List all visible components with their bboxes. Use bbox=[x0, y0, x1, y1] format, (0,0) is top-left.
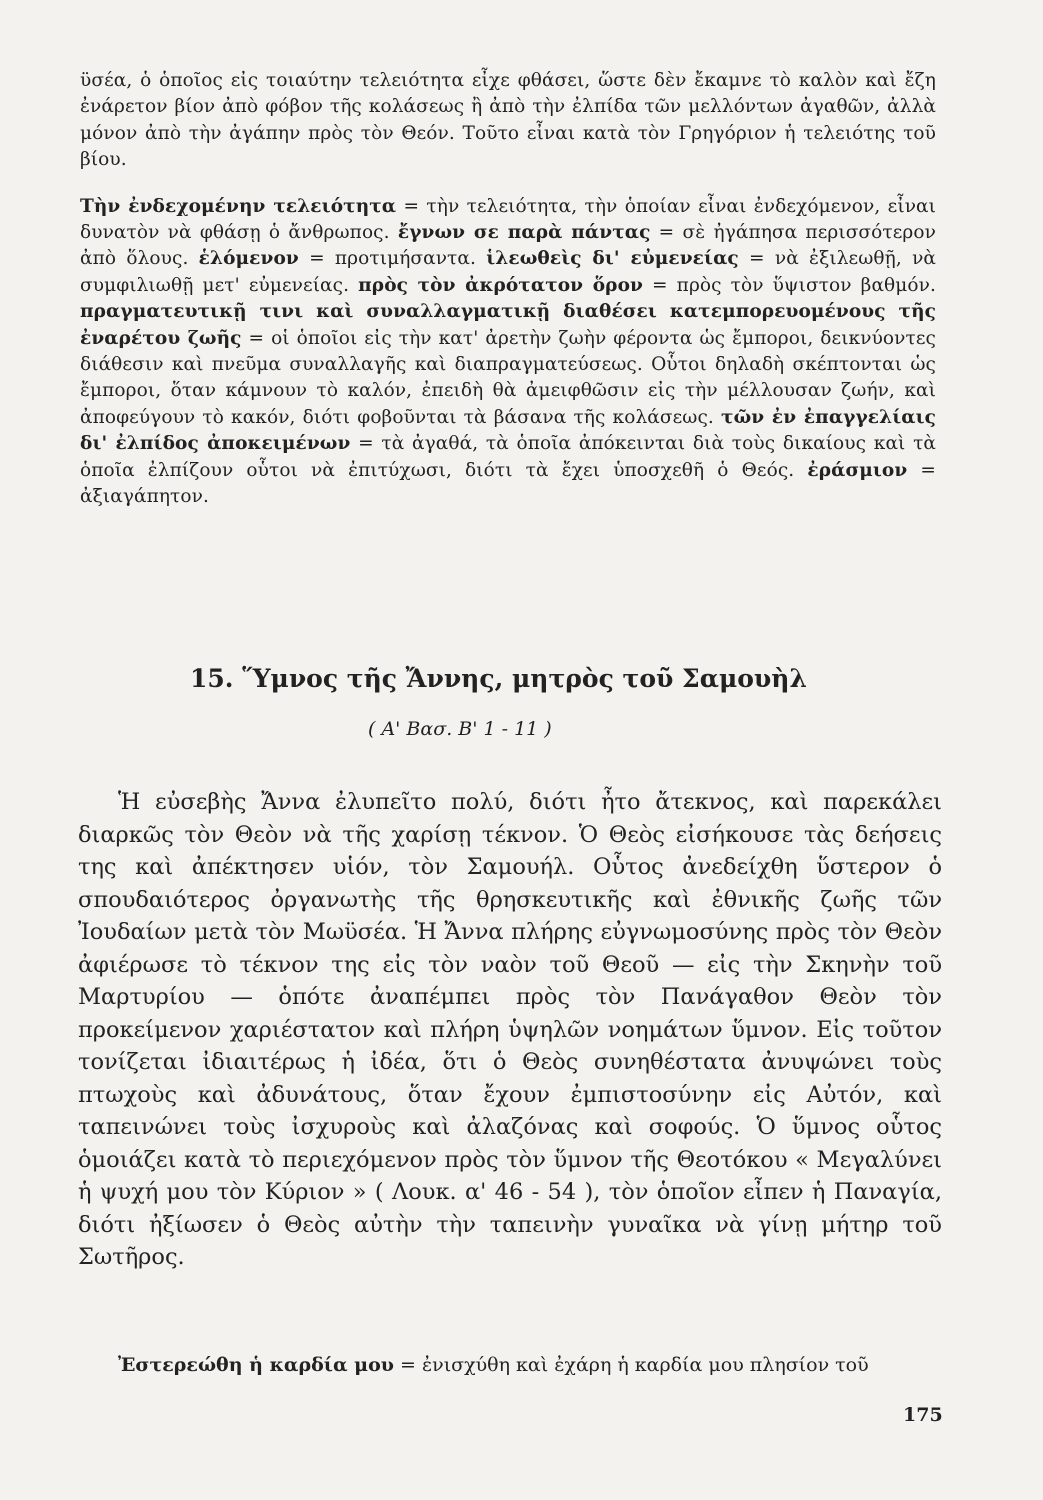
gloss-lemma: ἐράσμιον bbox=[807, 459, 908, 481]
gloss-lemma: πρὸς τὸν ἀκρότατον ὅρον bbox=[358, 274, 643, 296]
gloss-text: = πρὸς τὸν ὕψιστον βαθμόν. bbox=[642, 274, 936, 296]
gloss-text: = ἐνισχύθη καὶ ἐχάρη ἡ καρδία μου πλησίον τοῦ bbox=[393, 1354, 869, 1376]
gloss-lemma: ἱλεωθεὶς δι' εὐμενείας bbox=[486, 248, 739, 270]
page-number: 175 bbox=[903, 1404, 943, 1426]
section-body: Ἡ εὐσεβὴς Ἄννα ἐλυπεῖτο πολύ, διότι ἦτο ἄτεκνος, καὶ παρεκάλει διαρκῶς τὸν Θεὸν νὰ τῆς χαρίσῃ τέκνον. Ὁ Θεὸς εἰσήκουσε τὰς δεήσεις της καὶ ἀπέκτησεν υἱόν, τὸν Σαμουήλ. Οὗτος ἀνεδείχθη ὕστερον ὁ σπουδαιότερος ὀργανωτὴς τῆς θρησκευτικῆς καὶ ἐθνικῆς ζωῆς τῶν Ἰουδαίων μετὰ τὸν Μωϋσέα. Ἡ Ἄννα πλήρης εὐγνωμοσύνης πρὸς τὸν Θεὸν ἀφιέρωσε τὸ τέκνον της εἰς τὸν ναὸν τοῦ Θεοῦ — εἰς τὴν Σκηνὴν τοῦ Μαρτυρίου — ὁπότε ἀναπέμπει πρὸς τὸν Πανάγαθον Θεὸν τὸν προκείμενον χαριέστατον καὶ πλήρη ὑψηλῶν νοημάτων ὕμνον. Εἰς τοῦτον τονίζεται ἰδιαιτέρως ἡ ἰδέα, ὅτι ὁ Θεὸς συνηθέστατα ἀνυψώνει τοὺς πτωχοὺς καὶ ἀδυνάτους, ὅταν ἔχουν ἐμπιστοσύνην εἰς Αὐτόν, καὶ ταπεινώνει τοὺς ἰσχυροὺς καὶ ἀλαζόνας καὶ σοφούς. Ὁ ὕμνος οὗτος ὁμοιάζει κατὰ τὸ περιεχόμενον πρὸς τὸν ὕμνον τῆς Θεοτόκου « Μεγαλύνει ἡ ψυχή μου τὸν Κύριον » ( Λουκ. α' 46 - 54 ), τὸν ὁποῖον εἶπεν ἡ Παναγία, διότι ἠξίωσεν ὁ Θεὸς αὐτὴν τὴν ταπεινὴν γυναῖκα νὰ γίνῃ μήτηρ τοῦ Σωτῆρος. bbox=[78, 789, 942, 1270]
gloss-lemma: ἑλόμενον bbox=[198, 248, 299, 270]
gloss-text: = νὰ ἐξιλεωθῇ, νὰ συμφιλιωθῇ μετ' εὐμενείας. bbox=[80, 248, 937, 296]
gloss-lemma: ἔγνων σε παρὰ πάντας bbox=[397, 222, 651, 244]
section-title: 15. Ὕμνος τῆς Ἄννης, μητρὸς τοῦ Σαμουὴλ bbox=[190, 664, 807, 693]
gloss-text: = τὰ ἀγαθά, τὰ ὁποῖα ἀπόκεινται διὰ τοὺς δικαίους καὶ τὰ ὁποῖα ἐλπίζουν οὗτοι νὰ ἐπιτύχωσι, διότι τὰ ἔχει ὑποσχεθῆ ὁ Θεός. bbox=[80, 433, 937, 481]
gloss-text: = σὲ ἠγάπησα περισσότερον ἀπὸ ὅλους. bbox=[80, 222, 936, 270]
final-gloss bbox=[118, 1352, 948, 1378]
commentary-block bbox=[80, 68, 936, 511]
gloss-text: = τὴν τελειότητα, τὴν ὁποίαν εἶναι ἐνδεχόμενον, εἶναι δυνατὸν νὰ φθάσῃ ὁ ἄνθρωπος. bbox=[80, 195, 937, 244]
commentary-paragraph: ϋσέα, ὁ ὁποῖος εἰς τοιαύτην τελειότητα εἶχε φθάσει, ὥστε δὲν ἔκαμνε τὸ καλὸν καὶ ἔζη ἐνάρετον βίον ἀπὸ φόβον τῆς κολάσεως ἢ ἀπὸ τὴν ἐλπίδα τῶν μελλόντων ἀγαθῶν, ἀλλὰ μόνον ἀπὸ τὴν ἀγάπην πρὸς τὸν Θεόν. Τοῦτο εἶναι κατὰ τὸν Γρηγόριον ἡ τελειότης τοῦ βίου. bbox=[80, 70, 936, 171]
gloss-text: = ἀξιαγάπητον. bbox=[80, 459, 936, 508]
gloss-lemma: τῶν ἐν ἐπαγγελίαις δι' ἐλπίδος ἀποκειμένων bbox=[80, 406, 937, 455]
section-reference: ( Α' Βασ. Β' 1 - 11 ) bbox=[368, 718, 552, 740]
gloss-text: = οἱ ὁποῖοι εἰς τὴν κατ' ἀρετὴν ζωὴν φέροντα ὡς ἔμποροι, δεικνύοντες διάθεσιν καὶ πνεῦμα συναλλαγῆς καὶ διαπραγματεύσεως. Οὗτοι δηλαδὴ σκέπτονται ὡς ἔμποροι, ὅταν κάμνουν τὸ καλόν, ἐπειδὴ θὰ ἀμειφθῶσιν εἰς τὴν μέλλουσαν ζωήν, καὶ ἀποφεύγουν τὸ κακόν, διότι φοβοῦνται τὰ βάσανα τῆς κολάσεως. bbox=[80, 327, 936, 428]
glossary-paragraph bbox=[80, 194, 936, 511]
gloss-lemma: πραγματευτικῇ τινι καὶ συναλλαγματικῇ διαθέσει κατεμπορευομένους τῆς ἐναρέτου ζωῆς bbox=[80, 301, 936, 349]
gloss-text: = προτιμήσαντα. bbox=[298, 248, 487, 270]
gloss-lemma: Ἐστερεώθη ἡ καρδία μου bbox=[118, 1354, 394, 1376]
gloss-lemma: Τὴν ἐνδεχομένην τελειότητα bbox=[80, 195, 397, 217]
